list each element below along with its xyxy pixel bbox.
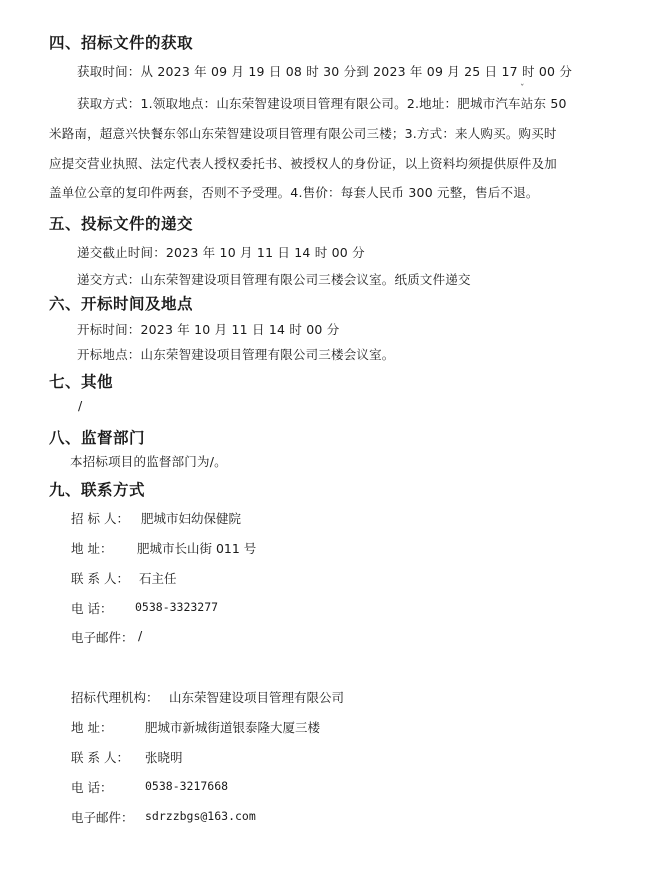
tenderer-address: 肥城市长山街 011 号 [137, 541, 257, 556]
agency-name-label: 招标代理机构： [71, 690, 159, 705]
agency-contact: 张晓明 [145, 750, 183, 765]
handwritten-mark: ˇ [520, 84, 525, 94]
tenderer-address-row [71, 539, 471, 557]
agency-address-row [71, 718, 491, 736]
acquire-method-line-2: 米路南，超意兴快餐东邻山东荣智建设项目管理有限公司三楼；3.方式：来人购买。购买时 [49, 126, 557, 141]
section-7-heading: 七、其他 [49, 373, 114, 391]
agency-name: 山东荣智建设项目管理有限公司 [169, 690, 345, 705]
agency-name-row [71, 688, 491, 706]
opening-place: 开标地点：山东荣智建设项目管理有限公司三楼会议室。 [77, 347, 395, 362]
tenderer-phone-label: 电 话： [71, 601, 113, 616]
opening-time: 开标时间：2023 年 10 月 11 日 14 时 00 分 [77, 322, 340, 337]
tenderer-name-row [71, 509, 471, 527]
tenderer-name-label: 招 标 人： [71, 511, 129, 526]
agency-address-label: 地 址： [71, 720, 113, 735]
tenderer-contact: 石主任 [139, 571, 177, 586]
supervisor-text: 本招标项目的监督部门为/。 [70, 454, 227, 469]
agency-contact-row [71, 748, 491, 766]
section-8-heading: 八、监督部门 [49, 429, 146, 447]
section-4-heading: 四、招标文件的获取 [49, 34, 194, 52]
tenderer-contact-label: 联 系 人： [71, 571, 129, 586]
tenderer-contact-row [71, 569, 471, 587]
agency-phone: 0538-3217668 [145, 779, 229, 793]
submit-deadline: 递交截止时间：2023 年 10 月 11 日 14 时 00 分 [77, 245, 365, 260]
agency-email-label: 电子邮件： [71, 810, 134, 825]
agency-email-row [71, 808, 491, 826]
acquire-method-line-4: 盖单位公章的复印件两套，否则不予受理。4.售价：每套人民币 300 元整，售后不退。 [49, 185, 539, 200]
tenderer-email-label: 电子邮件： [71, 630, 134, 645]
section-6-heading: 六、开标时间及地点 [49, 295, 194, 313]
tenderer-phone: 0538-3323277 [135, 600, 219, 614]
agency-phone-row [71, 778, 491, 796]
section-9-heading: 九、联系方式 [49, 481, 146, 499]
agency-email: sdrzzbgs@163.com [145, 809, 256, 823]
agency-address: 肥城市新城街道银泰隆大厦三楼 [145, 720, 321, 735]
other-text: / [78, 398, 83, 413]
acquire-method-line-3: 应提交营业执照、法定代表人授权委托书、被授权人的身份证，以上资料均须提供原件及加 [49, 156, 558, 171]
submit-method: 递交方式：山东荣智建设项目管理有限公司三楼会议室。纸质文件递交 [77, 272, 471, 287]
tenderer-address-label: 地 址： [71, 541, 113, 556]
acquire-method-line-1: 获取方式：1.领取地点：山东荣智建设项目管理有限公司。2.地址：肥城市汽车站东 50 [77, 96, 567, 111]
tenderer-phone-row [71, 599, 471, 617]
section-5-heading: 五、投标文件的递交 [49, 215, 194, 233]
tenderer-email-row [71, 628, 471, 646]
acquire-time: 获取时间：从 2023 年 09 月 19 日 08 时 30 分到 2023 年 09 月 25 日 17 时 00 分 [77, 64, 573, 79]
agency-phone-label: 电 话： [71, 780, 113, 795]
tenderer-email: / [138, 628, 143, 643]
agency-contact-label: 联 系 人： [71, 750, 129, 765]
tenderer-name: 肥城市妇幼保健院 [141, 511, 242, 526]
